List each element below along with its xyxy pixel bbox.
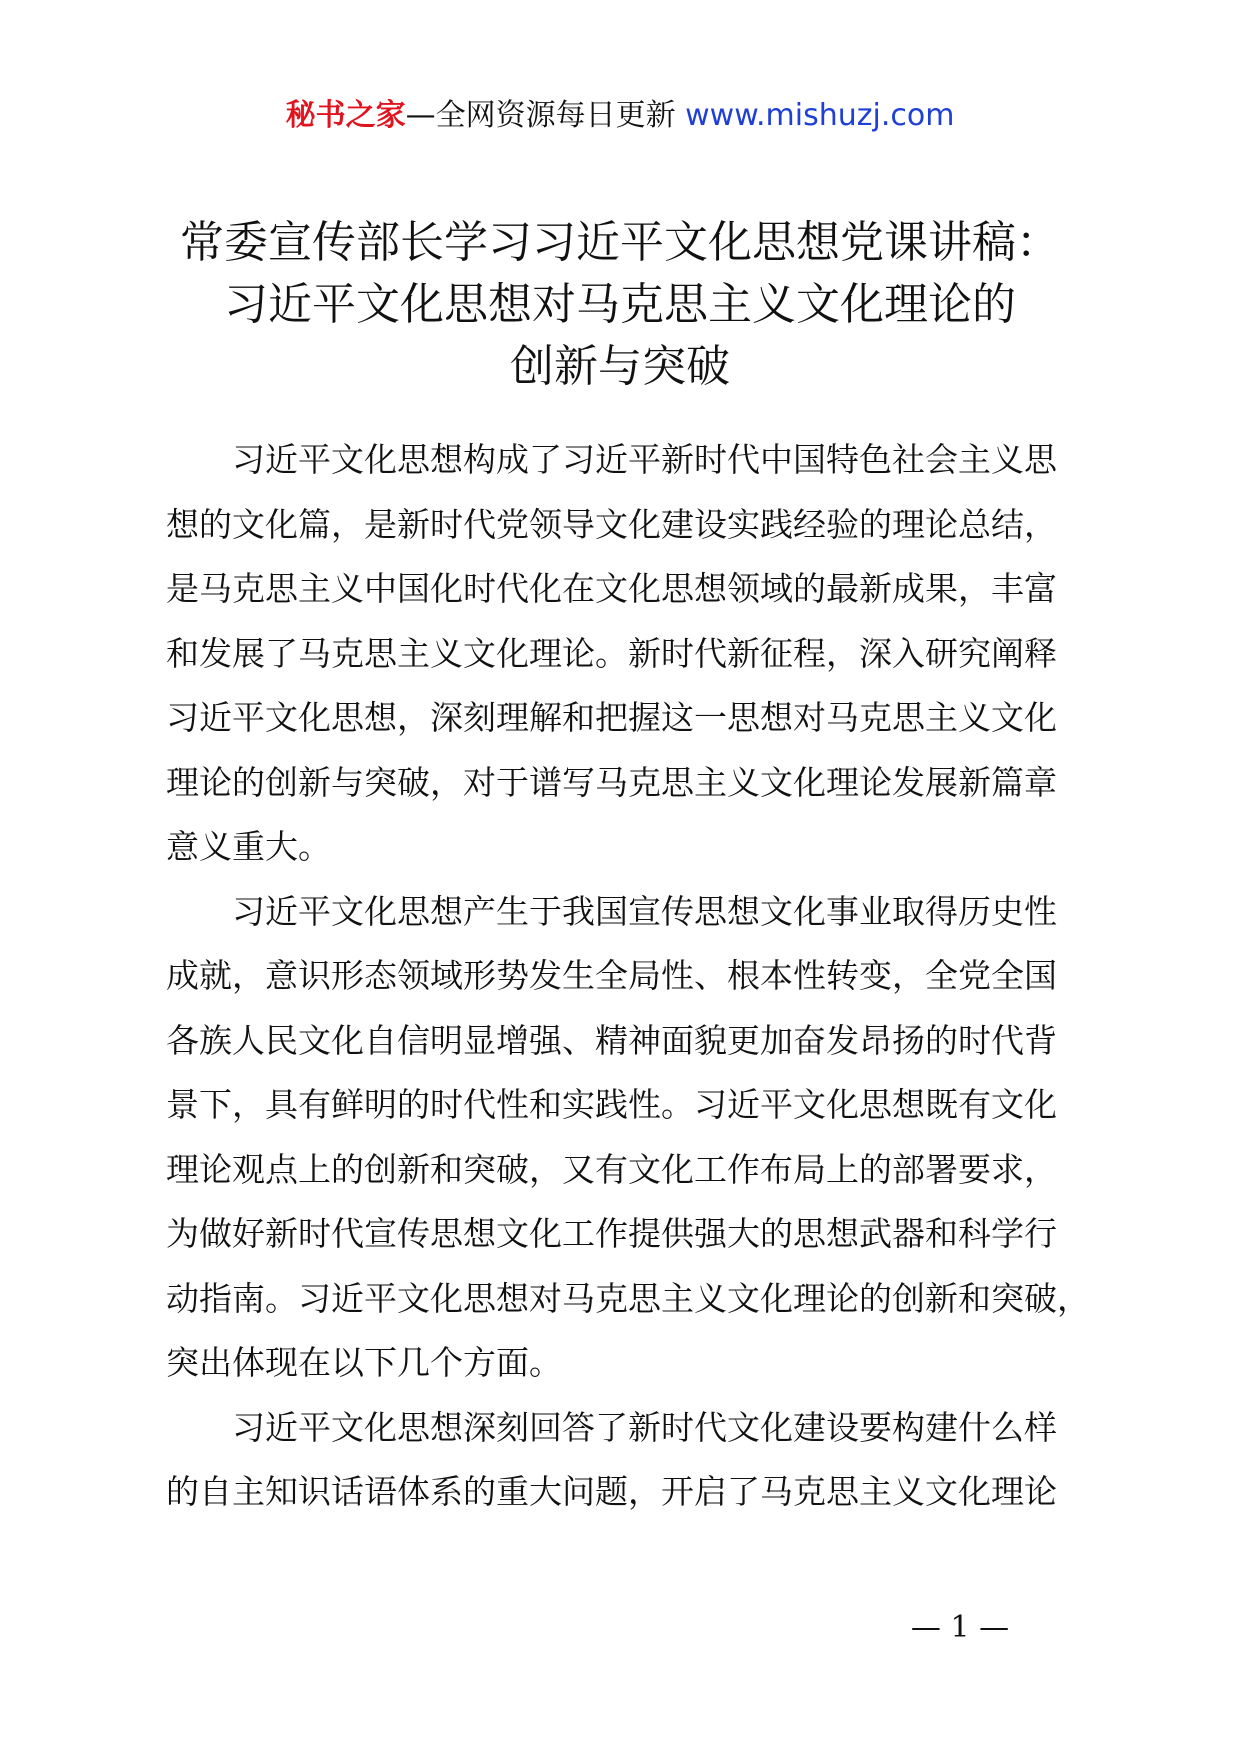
paragraph-line: 意义重大。 bbox=[166, 827, 331, 866]
title-line-3: 创新与突破 bbox=[510, 341, 730, 392]
site-url-link[interactable]: www.mishuzj.com bbox=[685, 98, 955, 133]
site-slogan: —全网资源每日更新 bbox=[405, 98, 686, 133]
paragraph-3 bbox=[166, 1396, 1096, 1525]
paragraph-line: 习近平文化思想产生于我国宣传思想文化事业取得历史性 bbox=[232, 891, 1057, 931]
paragraph-line: 动指南。习近平文化思想对马克思主义文化理论的创新和突破， bbox=[166, 1278, 1090, 1318]
paragraph-1 bbox=[166, 428, 1096, 880]
page-number: — 1 — bbox=[910, 1610, 1010, 1645]
paragraph-line: 理论的创新与突破，对于谱写马克思主义文化理论发展新篇章 bbox=[166, 762, 1057, 802]
paragraph-line: 景下，具有鲜明的时代性和实践性。习近平文化思想既有文化 bbox=[166, 1085, 1057, 1124]
paragraph-line: 习近平文化思想深刻回答了新时代文化建设要构建什么样 bbox=[232, 1407, 1057, 1447]
paragraph-line: 习近平文化思想构成了习近平新时代中国特色社会主义思 bbox=[232, 440, 1057, 479]
site-brand: 秘书之家 bbox=[285, 98, 406, 133]
paragraph-line: 各族人民文化自信明显增强、精神面貌更加奋发昂扬的时代背 bbox=[166, 1020, 1057, 1060]
paragraph-line: 成就，意识形态领域形势发生全局性、根本性转变，全党全国 bbox=[166, 956, 1057, 995]
site-header bbox=[0, 96, 1240, 136]
paragraph-line: 理论观点上的创新和突破，又有文化工作布局上的部署要求， bbox=[166, 1149, 1057, 1189]
paragraph-line: 习近平文化思想，深刻理解和把握这一思想对马克思主义文化 bbox=[166, 698, 1057, 737]
paragraph-line: 是马克思主义中国化时代化在文化思想领域的最新成果，丰富 bbox=[166, 569, 1057, 608]
paragraph-line: 为做好新时代宣传思想文化工作提供强大的思想武器和科学行 bbox=[166, 1214, 1057, 1253]
paragraph-line: 和发展了马克思主义文化理论。新时代新征程，深入研究阐释 bbox=[166, 633, 1057, 673]
title-line-2: 习近平文化思想对马克思主义文化理论的 bbox=[224, 279, 1016, 330]
paragraph-line: 想的文化篇，是新时代党领导文化建设实践经验的理论总结， bbox=[166, 504, 1057, 544]
document-title bbox=[0, 212, 1240, 398]
paragraph-line: 的自主知识话语体系的重大问题，开启了马克思主义文化理论 bbox=[166, 1472, 1057, 1511]
title-line-1: 常委宣传部长学习习近平文化思想党课讲稿： bbox=[180, 217, 1060, 268]
document-body bbox=[166, 428, 1096, 1525]
paragraph-2 bbox=[166, 880, 1096, 1396]
paragraph-line: 突出体现在以下几个方面。 bbox=[166, 1343, 562, 1382]
